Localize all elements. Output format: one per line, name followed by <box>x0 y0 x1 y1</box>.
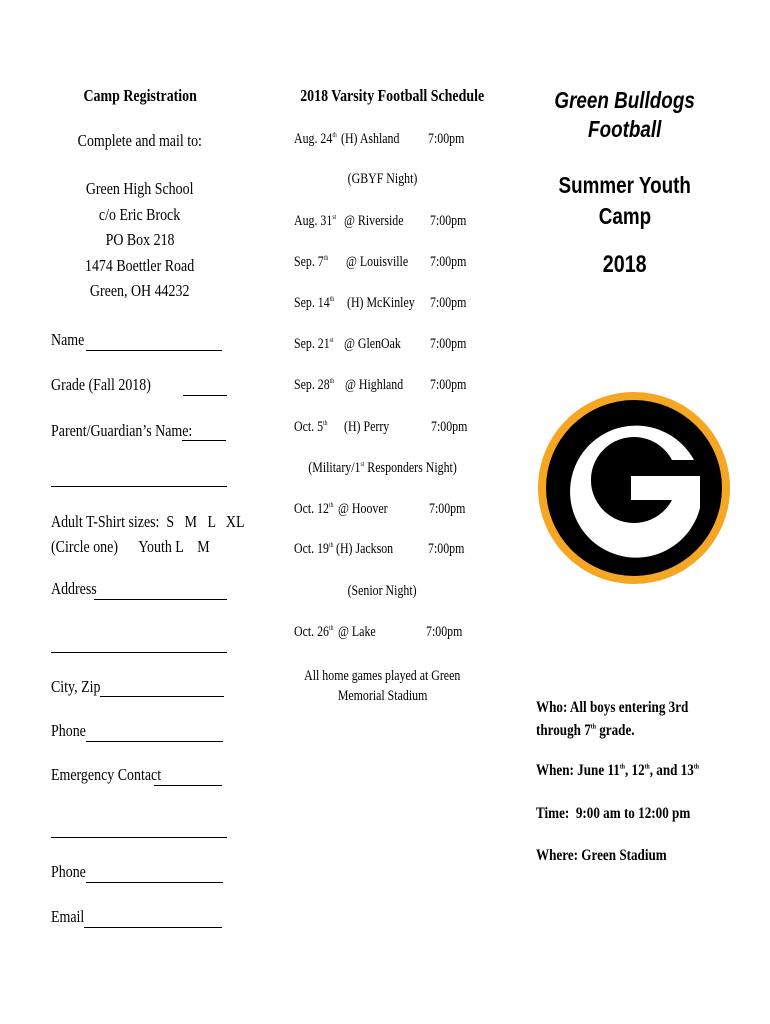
g-logo <box>536 390 732 586</box>
game-date-cell <box>294 419 328 436</box>
game-time: 7:00pm <box>431 419 468 435</box>
parent-field-line2[interactable] <box>51 486 227 487</box>
game-date-cell <box>294 541 333 558</box>
mailing-address: Green High School c/o Eric Brock PO Box 218 1474 Boettler Road Green, OH 44232 <box>85 179 195 300</box>
phone-label: Phone <box>51 721 86 740</box>
parent-label: Parent/Guardian’s Name: <box>51 421 193 440</box>
parent-field[interactable] <box>182 440 226 441</box>
registration-column <box>0 0 280 1024</box>
game-date-suffix: th <box>323 254 329 263</box>
game-date-cell <box>294 336 334 353</box>
game-date: Oct. 19 <box>294 541 330 557</box>
game-date-suffix: th <box>329 541 334 550</box>
game-opponent: @ Lake <box>338 624 376 640</box>
game-date: Oct. 26 <box>294 624 330 640</box>
phone-field[interactable] <box>86 741 223 742</box>
phone2-label: Phone <box>51 862 86 881</box>
game-date: Sep. 7 <box>294 254 324 270</box>
game-date-suffix: th <box>329 377 335 386</box>
game-opponent: @ Hoover <box>338 501 388 517</box>
game-date-cell <box>294 213 336 230</box>
game-opponent: @ Louisville <box>346 254 409 270</box>
game-date-suffix: st <box>329 336 334 345</box>
game-date-suffix: th <box>329 295 335 304</box>
game-time: 7:00pm <box>430 377 467 393</box>
game-opponent: (H) McKinley <box>347 295 415 311</box>
game-date-suffix: th <box>332 131 337 140</box>
camp-year: 2018 <box>603 251 647 278</box>
emergency-contact-field-line2[interactable] <box>51 837 227 838</box>
game-opponent: (H) Ashland <box>341 131 400 147</box>
city-zip-label: City, Zip <box>51 677 101 696</box>
game-date: Sep. 14 <box>294 295 330 311</box>
game-date-cell <box>294 624 333 641</box>
emergency-contact-label: Emergency Contact <box>51 765 162 784</box>
game-date-suffix: th <box>329 624 334 633</box>
name-field[interactable] <box>86 350 222 351</box>
emergency-contact-field[interactable] <box>154 785 222 786</box>
game-date-cell <box>294 501 333 518</box>
military-note: (Military/1st Responders Night) <box>308 460 457 476</box>
game-opponent: (H) Jackson <box>336 541 394 557</box>
game-time: 7:00pm <box>428 131 465 147</box>
game-opponent: @ Highland <box>345 377 404 393</box>
game-date-cell <box>294 295 334 312</box>
address-field-line2[interactable] <box>51 652 227 653</box>
gbyf-note: (GBYF Night) <box>347 171 418 187</box>
address-label: Address <box>51 579 97 598</box>
senior-note: (Senior Night) <box>347 583 418 599</box>
game-date: Sep. 21 <box>294 336 330 352</box>
game-date-cell <box>294 131 337 148</box>
game-date-cell <box>294 254 328 271</box>
game-time: 7:00pm <box>426 624 463 640</box>
game-opponent: (H) Perry <box>344 419 390 435</box>
camp-when: When: June 11th, 12th, and 13th <box>536 762 699 779</box>
registration-title: Camp Registration <box>83 86 197 105</box>
grade-field[interactable] <box>183 395 227 396</box>
schedule-column <box>280 0 485 1024</box>
address-field[interactable] <box>94 599 227 600</box>
camp-column <box>520 0 770 1024</box>
game-time: 7:00pm <box>429 501 466 517</box>
grade-label: Grade (Fall 2018) <box>51 375 151 394</box>
game-opponent: @ GlenOak <box>344 336 401 352</box>
game-time: 7:00pm <box>430 213 467 229</box>
email-field[interactable] <box>84 927 222 928</box>
game-date: Aug. 24 <box>294 131 333 147</box>
game-date: Sep. 28 <box>294 377 330 393</box>
game-date: Oct. 12 <box>294 501 330 517</box>
camp-time: Time: 9:00 am to 12:00 pm <box>536 805 691 822</box>
camp-where: Where: Green Stadium <box>536 847 667 864</box>
city-zip-field[interactable] <box>100 696 224 697</box>
game-date-suffix: th <box>323 419 328 428</box>
schedule-title: 2018 Varsity Football Schedule <box>300 86 485 105</box>
email-label: Email <box>51 907 85 926</box>
game-time: 7:00pm <box>430 336 467 352</box>
game-opponent: @ Riverside <box>344 213 404 229</box>
phone2-field[interactable] <box>86 882 223 883</box>
mail-to-label: Complete and mail to: <box>77 131 203 150</box>
camp-subtitle: Summer Youth Camp <box>558 172 692 229</box>
game-date: Aug. 31 <box>294 213 333 229</box>
tshirt-size-selector[interactable]: Adult T-Shirt sizes: S M L XL (Circle one) Youth L M <box>51 512 245 556</box>
game-time: 7:00pm <box>428 541 465 557</box>
camp-brand-title: Green Bulldogs Football <box>554 87 696 142</box>
camp-who: Who: All boys entering 3rd through 7th grade. <box>536 699 689 739</box>
home-games-note: All home games played at Green Memorial Stadium <box>304 668 461 704</box>
game-time: 7:00pm <box>430 254 467 270</box>
game-date: Oct. 5 <box>294 419 324 435</box>
game-time: 7:00pm <box>430 295 467 311</box>
name-label: Name <box>51 330 85 349</box>
game-date-suffix: st <box>332 213 337 222</box>
game-date-suffix: th <box>329 501 334 510</box>
game-date-cell <box>294 377 334 394</box>
